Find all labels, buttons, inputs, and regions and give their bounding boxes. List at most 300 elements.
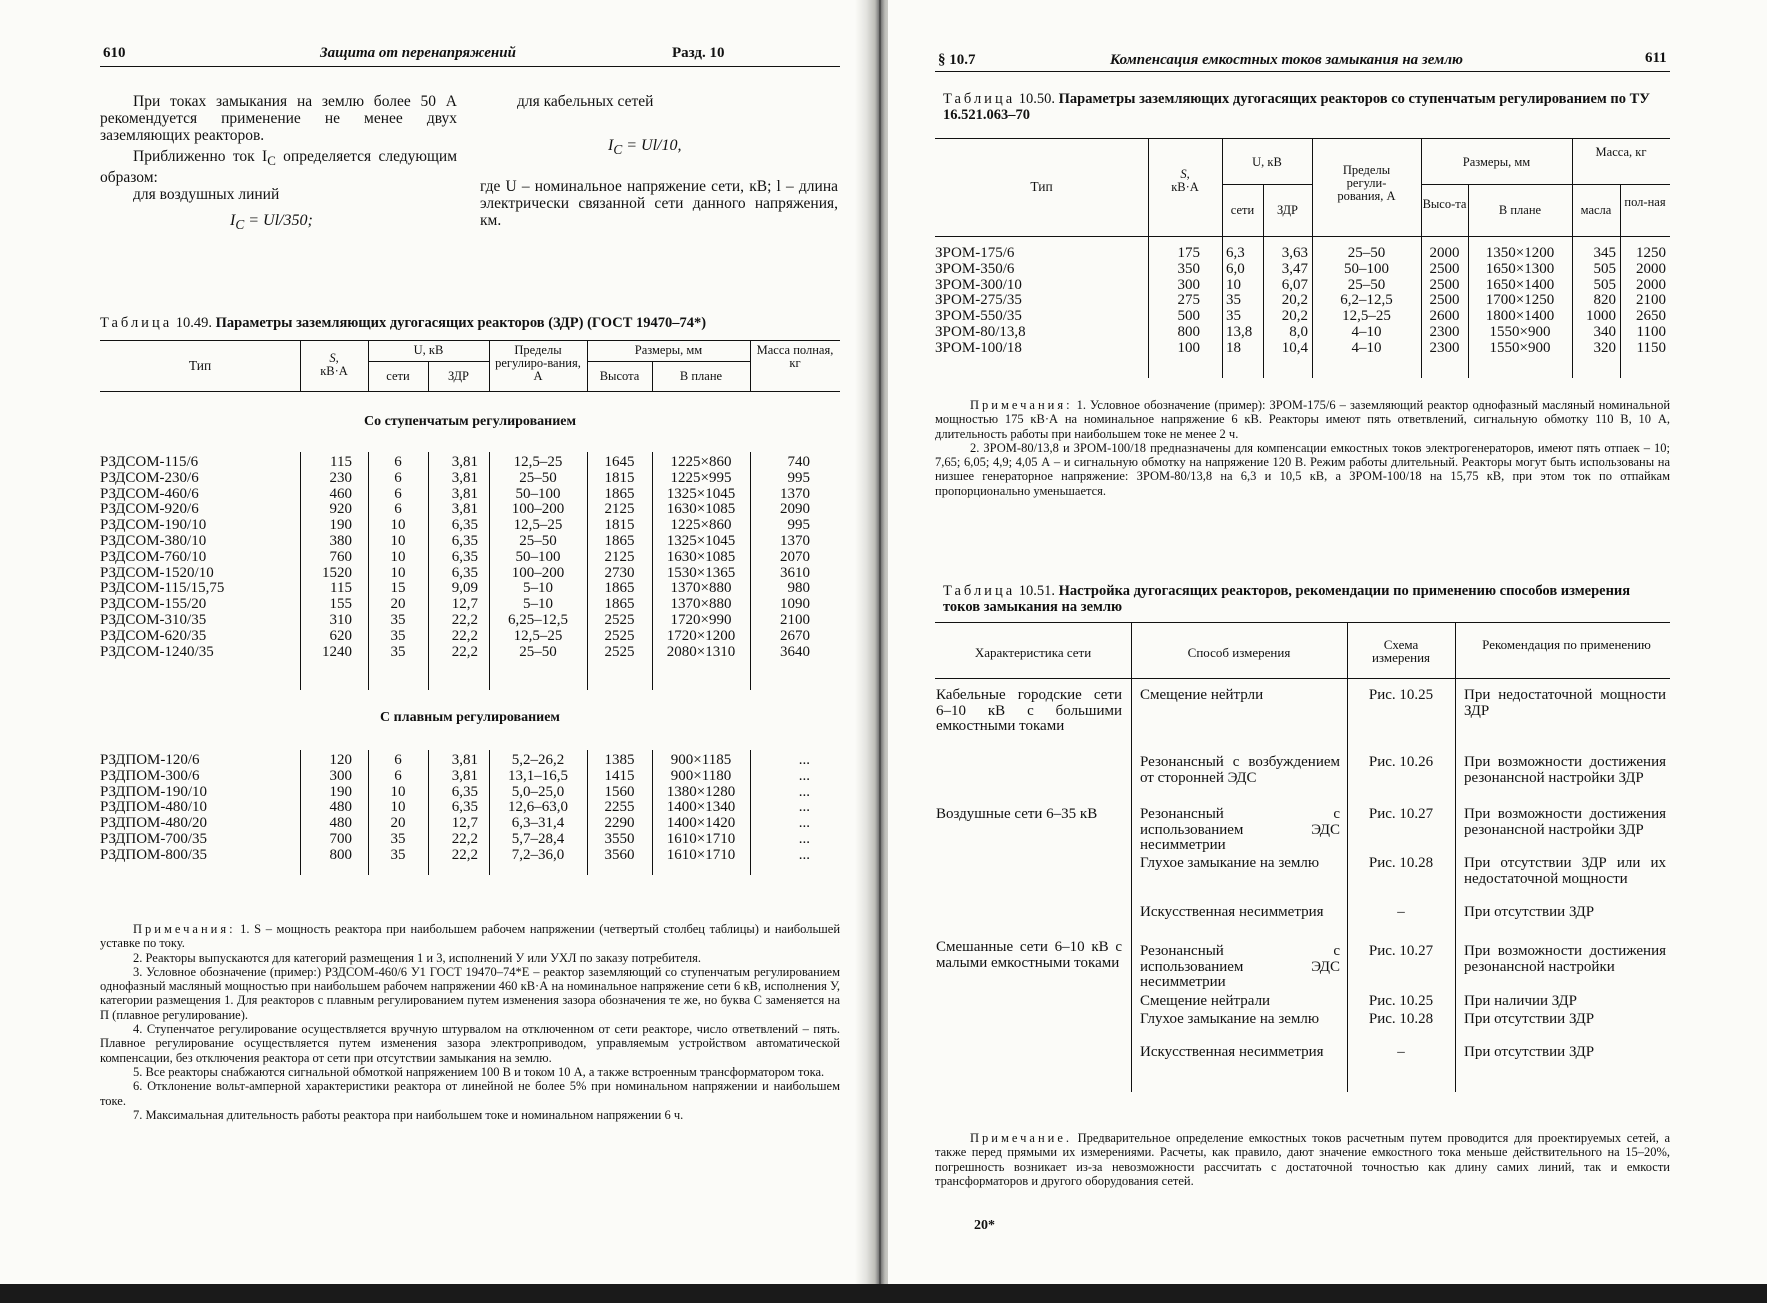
table-cell-mass-oil: 345 [1593,245,1616,261]
table-cell-limits: 12,5–25 [513,627,563,644]
table-cell-power: 300 [1177,276,1200,293]
table-cell-height: 2525 [604,643,635,660]
table-cell-power: 620 [329,627,352,644]
formula-explanation: где U – номинальное напряжение сети, кВ; l – длина электрически связанной сети данного напряжения, км. [480,178,838,229]
table-cell-u-zdr: 8,0 [1289,323,1308,340]
table-cell-limits: 100–200 [511,564,565,581]
table-cell-power: 480 [329,815,352,832]
table-cell-power: 115 [330,580,352,597]
table-cell-plan: 1630×1085 [666,548,736,565]
table-cell-limits: 25–50 [1347,276,1386,293]
signature-mark: 20* [974,1218,995,1233]
table-cell-type: ЗРОМ-550/35 [935,308,1022,325]
table-cell-mass: ... [798,783,810,800]
table-cell-u-net: 35 [390,846,406,863]
table-cell-u-net: 6 [394,485,402,502]
col-header-s: S, кВ·А [320,351,348,378]
table-cell-method: Искусственная несимметрия [1140,1044,1324,1060]
limits-column [1312,246,1421,357]
table-cell-u-net: 6,3 [1226,245,1245,261]
network-group-cable: Кабельные городские сети 6–10 кВ с большими емкостными токами [936,687,1122,734]
table-cell-u-zdr: 12,7 [451,815,478,832]
table-cell-power: 190 [329,783,352,800]
table-cell-method: Глухое замыкание на землю [1140,855,1320,871]
table-cell-height: 2600 [1429,308,1460,325]
col-header-type: Тип [1030,179,1053,194]
table-cell-u-net: 6 [394,454,402,470]
table-cell-limits: 7,2–36,0 [511,846,565,863]
table-cell-recommendation: При наличии ЗДР [1464,993,1577,1009]
stepped-limits-column [489,455,587,660]
table-cell-plan: 1800×1400 [1485,308,1555,325]
table-cell-method: Резонансный с использованием ЭДС несимметрии [1140,943,1340,990]
table-cell-mass: 3610 [780,564,810,581]
table-cell-type: ЗРОМ-350/6 [935,260,1015,277]
table-cell-u-zdr: 3,81 [451,767,478,784]
table-cell-u-zdr: 22,2 [451,627,478,644]
smooth-height-column [587,753,652,864]
table-cell-height: 2000 [1429,245,1460,261]
overhead-formula: $I_C = Ul/350$; [230,212,313,233]
table-cell-plan: 1700×1250 [1485,292,1555,309]
col-header-mass-oil: масла [1580,203,1612,217]
table-cell-plan: 900×1180 [670,767,732,784]
table-cell-mass-oil: 820 [1593,292,1616,309]
intro-paragraph-2: Приближенно ток $I_C$ определяется следующим образом: [100,148,457,187]
table-cell-type: РЗДПОМ-800/35 [100,846,208,863]
stepped-mass-column [750,455,810,660]
table-cell-limits: 13,1–16,5 [508,767,568,784]
table-cell-method: Резонансный с возбуждением от сторонней ЭДС [1140,754,1340,786]
table-cell-height: 2500 [1429,276,1460,293]
table-cell-recommendation: При отсутствии ЗДР [1464,1044,1595,1060]
table-cell-height: 1815 [604,469,635,486]
table-cell-u-net: 6 [394,752,402,768]
table-cell-plan: 1370×880 [670,580,732,597]
col-header-dimensions: Размеры, мм [634,343,703,357]
col-header-dimensions: Размеры, мм [1462,155,1531,169]
table-cell-mass-full: 2650 [1636,308,1666,325]
table-cell-u-net: 10 [390,564,406,581]
table-cell-limits: 25–50 [1347,245,1386,261]
table-cell-type: РЗДСОМ-190/10 [100,517,207,534]
table-cell-plan: 1610×1710 [666,846,736,863]
table-cell-limits: 12,5–25 [513,517,563,534]
table-cell-u-net: 6 [394,501,402,518]
table-cell-plan: 1225×860 [670,517,732,534]
table-cell-limits: 12,5–25 [513,454,563,470]
table-10-51-note: Примечание. Предварительное определение емкостных токов расчетным путем проводится для проектируемых сетей, а также перед прямыми их измерениями. Расчеты, как правило, дают значение емкостного тока меньше действительного на 15–20%, погрешность возникает из-за невозможности рассчитать с достаточной точностью как длину самих линий, так и емкости трансформаторов и другого оборудования сетей. [935,1131,1670,1188]
table-cell-mass: 995 [787,469,810,486]
table-cell-limits: 25–50 [519,469,557,486]
table-cell-height: 2300 [1429,339,1460,356]
table-cell-plan: 1530×1365 [666,564,736,581]
table-cell-limits: 4–10 [1351,323,1382,340]
table-cell-type: РЗДСОМ-1240/35 [100,643,214,660]
section-stepped-regulation: Со ступенчатым регулированием [363,414,577,429]
table-cell-type: РЗДПОМ-480/20 [100,815,208,832]
table-cell-scheme: Рис. 10.27 [1368,806,1434,822]
table-cell-type: РЗДПОМ-700/35 [100,830,208,847]
table-cell-mass: ... [798,846,810,863]
table-cell-plan: 1550×900 [1489,339,1551,356]
table-cell-recommendation: При возможности достижения резонансной настройки ЗДР [1464,754,1666,786]
left-page [0,0,874,1303]
table-cell-type: РЗДПОМ-480/10 [100,799,208,816]
table-cell-height: 1865 [604,580,635,597]
table-cell-plan: 900×1185 [670,752,732,768]
table-cell-u-zdr: 9,09 [451,580,478,597]
plan-column [1468,246,1572,357]
table-cell-mass-full: 2000 [1636,276,1666,293]
table-cell-u-net: 35 [390,611,406,628]
table-cell-limits: 12,6–63,0 [508,799,568,816]
table-cell-recommendation: При отсутствии ЗДР [1464,904,1595,920]
table-cell-type: РЗДСОМ-310/35 [100,611,207,628]
table-cell-u-zdr: 3,81 [451,454,478,470]
power-column [1148,246,1200,357]
col-header-method: Способ измерения [1187,645,1291,660]
table-cell-limits: 12,5–25 [1342,308,1391,325]
table-cell-u-net: 6 [394,767,402,784]
mass-oil-column [1572,246,1616,357]
table-cell-plan: 1225×995 [670,469,732,486]
table-cell-u-zdr: 6,35 [451,783,478,800]
table-cell-type: ЗРОМ-275/35 [935,292,1022,309]
overhead-lines-label: для воздушных линий [133,186,280,203]
table-cell-mass: 2100 [780,611,810,628]
cable-formula: $I_C = Ul/10$, [608,137,682,158]
table-cell-mass: 2670 [780,627,810,644]
table-cell-height: 2525 [604,627,635,644]
table-cell-u-zdr: 6,35 [451,564,478,581]
running-head: Защита от перенапряжений [320,45,516,61]
table-cell-height: 2125 [604,548,635,565]
height-column [1421,246,1468,357]
table-cell-height: 1815 [604,517,635,534]
table-cell-limits: 50–100 [1344,260,1389,277]
table-cell-type: РЗДСОМ-230/6 [100,469,199,486]
table-cell-u-net: 10 [390,517,406,534]
table-cell-u-net: 20 [390,596,406,613]
table-cell-u-zdr: 6,35 [451,517,478,534]
table-cell-recommendation: При возможности достижения резонансной настройки ЗДР [1464,806,1666,838]
table-cell-mass: ... [798,799,810,816]
table-cell-type: РЗДСОМ-115/6 [100,454,199,470]
table-cell-mass-oil: 340 [1593,323,1616,340]
table-cell-power: 115 [330,454,352,470]
table-cell-plan: 1350×1200 [1485,245,1555,261]
table-cell-scheme: – [1397,904,1405,920]
table-cell-plan: 1610×1710 [666,830,736,847]
table-cell-power: 500 [1177,308,1200,325]
smooth-power-column [300,753,352,864]
col-header-u-zdr: ЗДР [1277,203,1298,217]
table-cell-u-zdr: 6,35 [451,799,478,816]
stepped-u-net-column [368,455,428,660]
table-cell-type: РЗДСОМ-460/6 [100,485,199,502]
table-cell-plan: 1325×1045 [666,485,736,502]
table-cell-mass-oil: 320 [1593,339,1616,356]
table-cell-height: 1865 [604,596,635,613]
table-cell-u-zdr: 3,63 [1281,245,1308,261]
table-cell-height: 1560 [604,783,635,800]
col-header-mass: Масса, кг [1595,145,1647,159]
col-header-scheme: Схема измерения [1371,637,1431,665]
table-cell-height: 2290 [604,815,635,832]
smooth-limits-column [489,753,587,864]
table-cell-scheme: Рис. 10.28 [1368,1011,1434,1027]
table-cell-scheme: Рис. 10.26 [1368,754,1434,770]
table-cell-type: РЗДСОМ-760/10 [100,548,207,565]
stepped-plan-column [652,455,750,660]
table-cell-method: Искусственная несимметрия [1140,904,1324,920]
section-reference: Разд. 10 [672,45,725,61]
table-cell-plan: 1380×1280 [666,783,736,800]
table-cell-recommendation: При отсутствии ЗДР [1464,1011,1595,1027]
table-cell-power: 700 [329,830,352,847]
table-cell-mass-full: 1250 [1636,245,1666,261]
table-cell-type: ЗРОМ-100/18 [935,339,1022,356]
col-header-limits: Пределы регулиро-вания, А [495,343,581,383]
table-cell-u-net: 10 [390,532,406,549]
table-cell-height: 1645 [604,454,635,470]
table-cell-limits: 6,2–12,5 [1340,292,1393,309]
cable-networks-label: для кабельных сетей [517,93,654,110]
table-cell-plan: 1400×1340 [666,799,736,816]
stepped-power-column [300,455,352,660]
table-cell-power: 300 [329,767,352,784]
section-number: § 10.7 [938,52,976,68]
table-cell-type: РЗДПОМ-120/6 [100,752,200,768]
table-cell-u-zdr: 6,07 [1281,276,1308,293]
smooth-u-net-column [368,753,428,864]
table-cell-mass: 740 [787,454,810,470]
col-header-type: Тип [188,358,212,373]
smooth-type-column [100,753,298,864]
table-cell-mass-oil: 505 [1593,276,1616,293]
table-cell-u-net: 20 [390,815,406,832]
table-cell-u-zdr: 6,35 [451,548,478,565]
table-cell-height: 2125 [604,501,635,518]
table-cell-power: 1240 [322,643,352,660]
table-cell-method: Смещение нейтрли [1140,687,1264,703]
table-cell-limits: 4–10 [1351,339,1382,356]
table-cell-mass-full: 1150 [1636,339,1666,356]
table-cell-u-net: 6,0 [1226,260,1245,277]
table-cell-u-net: 35 [390,627,406,644]
table-cell-mass: 1370 [780,485,810,502]
table-cell-mass: 3640 [780,643,810,660]
table-cell-power: 175 [1177,245,1200,261]
u-zdr-column [1263,246,1308,357]
table-cell-power: 350 [1177,260,1200,277]
table-cell-type: РЗДСОМ-155/20 [100,596,207,613]
col-header-u: U, кВ [413,343,444,357]
table-cell-height: 2500 [1429,260,1460,277]
table-cell-plan: 1720×1200 [666,627,736,644]
table-cell-power: 100 [1177,339,1200,356]
table-cell-power: 155 [329,596,352,613]
table-cell-type: РЗДСОМ-920/6 [100,501,199,518]
table-cell-height: 2300 [1429,323,1460,340]
network-group-mixed: Смешанные сети 6–10 кВ с малыми емкостными токами [936,939,1122,971]
table-cell-u-net: 10 [390,783,406,800]
table-cell-plan: 1550×900 [1489,323,1551,340]
header-rule [100,66,840,67]
table-cell-type: РЗДСОМ-115/15,75 [100,580,225,597]
table-cell-plan: 1225×860 [670,454,732,470]
table-cell-u-net: 35 [1226,308,1241,325]
table-10-50-notes: Примечания: 1. Условное обозначение (пример): ЗРОМ-175/6 – заземляющий реактор однофазный масляный номинальной мощностью 175 кВ·А на номинальное напряжение 6 кВ. Реакторы имеют пять ответвлений, сигнальную обмотку 110 В, 10 А, длительность работы при наибольшем токе не менее 2 ч. 2. ЗРОМ-80/13,8 и ЗРОМ-100/18 предназначены для компенсации емкостных токов электрогенераторов, имеют пять отпаек – 10; 7,65; 6,05; 4,9; 4,05 А – и сигнальную обмотку на напряжение 120 В. Режим работы длительный. Реакторы могут быть использованы на низшее генераторное напряжение: ЗРОМ-80/13,8 на 6,3 и 10,5 кВ, а ЗРОМ-100/18 на 15,75 кВ, при этом ток по отпайкам пропорционально уменьшается. [935,398,1671,498]
table-cell-mass-full: 2100 [1636,292,1666,309]
table-cell-u-net: 15 [390,580,406,597]
col-header-height: Высо-та [1422,197,1467,211]
running-head: Компенсация емкостных токов замыкания на землю [1110,52,1463,68]
col-header-height: Высота [599,369,640,383]
mass-full-column [1620,246,1666,357]
table-cell-power: 190 [329,517,352,534]
table-cell-method: Глухое замыкание на землю [1140,1011,1320,1027]
col-header-u: U, кВ [1252,155,1282,169]
table-cell-mass: 2090 [780,501,810,518]
table-cell-type: ЗРОМ-300/10 [935,276,1022,293]
stepped-type-column [100,455,298,660]
table-cell-limits: 5,2–26,2 [511,752,565,768]
table-cell-u-net: 10 [390,799,406,816]
table-cell-method: Резонансный с использованием ЭДС несимметрии [1140,806,1340,853]
table-cell-power: 460 [329,485,352,502]
table-cell-power: 760 [329,548,352,565]
table-cell-height: 2500 [1429,292,1460,309]
table-cell-height: 2730 [604,564,635,581]
table-cell-mass-oil: 505 [1593,260,1616,277]
table-cell-plan: 2080×1310 [666,643,736,660]
table-cell-limits: 100–200 [511,501,565,518]
table-10-49-notes: Примечания: 1. S – мощность реактора при наибольшем рабочем напряжении (четвертый столбец таблицы) и наибольшей уставке по току. 2. Реакторы выпускаются для категорий размещения 1 и 3, исполнений У или УХЛ по заказу потребителя. 3. Условное обозначение (пример:) РЗДСОМ-460/6 У1 ГОСТ 19470–74*Е – реактор заземляющий со ступенчатым регулированием однофазный масляный мощностью при наибольшем рабочем напряжении 460 кВ·А на номинальное напряжение сети 6 кВ, исполнения У, категории размещения 1. Для реакторов с плавным регулированием путем изменения зазора обозначения те же, но буква С заменяется на П (плавное регулирование). 4. Ступенчатое регулирование осуществляется вручную штурвалом на отключенном от сети реакторе, число ответвлений – пять. Плавное регулирование осуществляется путем изменения зазора электроприводом, управляемым устройством автоматической компенсации, без отключения реактора от сети при отсутствии замыкания на землю. 5. Все реакторы снабжаются сигнальной обмоткой напряжением 100 В и током 10 А, а также встроенным трансформатором тока. 6. Отклонение вольт-амперной характеристики реактора от линейной не более 5% при номинальном напряжении и наибольшем токе. 7. Максимальная длительность работы реактора при наибольшем токе и номинальном напряжении 6 ч. [100,922,841,1122]
header-rule [935,71,1670,72]
table-cell-height: 3550 [604,830,635,847]
table-cell-scheme: Рис. 10.25 [1368,687,1434,703]
table-cell-mass: 2070 [780,548,810,565]
table-cell-plan: 1400×1420 [666,815,736,832]
table-cell-limits: 6,3–31,4 [511,815,565,832]
table-cell-power: 920 [329,501,352,518]
table-cell-power: 120 [329,752,352,768]
table-cell-mass-oil: 1000 [1586,308,1616,325]
smooth-mass-column [750,753,810,864]
scan-bottom-edge [0,1284,1767,1303]
table-cell-u-net: 10 [390,548,406,565]
table-cell-scheme: Рис. 10.25 [1368,993,1434,1009]
col-header-plan: В плане [1498,203,1542,217]
table-cell-u-zdr: 22,2 [451,611,478,628]
table-cell-u-net: 35 [390,830,406,847]
table-cell-plan: 1630×1085 [666,501,736,518]
col-header-s: S, кВ·А [1171,167,1199,194]
table-cell-u-zdr: 20,2 [1281,308,1308,325]
intro-paragraph: При токах замыкания на землю более 50 А рекомендуется применение не менее двух заземляющих реакторов. [100,93,457,144]
table-cell-mass: 1370 [780,532,810,549]
col-header-plan: В плане [679,369,723,383]
table-cell-recommendation: При отсутствии ЗДР или их недостаточной мощности [1464,855,1666,887]
stepped-height-column [587,455,652,660]
table-cell-mass-full: 2000 [1636,260,1666,277]
table-cell-limits: 5–10 [523,580,553,597]
table-cell-type: ЗРОМ-175/6 [935,245,1015,261]
table-cell-type: ЗРОМ-80/13,8 [935,323,1026,340]
table-cell-power: 480 [329,799,352,816]
col-header-mass: Масса полная, кг [756,343,834,370]
table-cell-power: 230 [329,469,352,486]
table-cell-mass: ... [798,752,810,768]
table-cell-power: 310 [329,611,352,628]
table-cell-scheme: Рис. 10.28 [1368,855,1434,871]
table-cell-limits: 6,25–12,5 [508,611,568,628]
col-header-u-net: сети [386,369,410,383]
table-cell-limits: 50–100 [515,548,561,565]
table-cell-height: 1865 [604,485,635,502]
table-cell-type: РЗДСОМ-380/10 [100,532,207,549]
table-cell-mass: 995 [787,517,810,534]
table-cell-height: 1385 [604,752,635,768]
section-smooth-regulation: С плавным регулированием [380,710,560,725]
table-cell-limits: 25–50 [519,532,557,549]
table-cell-type: РЗДСОМ-1520/10 [100,564,214,581]
smooth-plan-column [652,753,750,864]
table-cell-u-zdr: 3,81 [451,501,478,518]
table-cell-type: РЗДПОМ-300/6 [100,767,200,784]
table-cell-limits: 25–50 [519,643,557,660]
table-cell-plan: 1370×880 [670,596,732,613]
table-cell-u-zdr: 12,7 [451,596,478,613]
smooth-u-zdr-column [428,753,478,864]
page-number: 611 [1645,50,1667,66]
table-cell-scheme: – [1397,1044,1405,1060]
table-cell-u-zdr: 3,47 [1281,260,1308,277]
table-10-51-caption: Таблица 10.51. Настройка дугогасящих реакторов, рекомендации по применению способов измерения токов замыкания на землю [943,583,1631,615]
table-cell-mass-full: 1100 [1636,323,1666,340]
table-cell-mass: ... [798,767,810,784]
table-cell-plan: 1650×1300 [1485,260,1555,277]
table-cell-scheme: Рис. 10.27 [1368,943,1434,959]
table-cell-limits: 5–10 [523,596,553,613]
table-cell-plan: 1650×1400 [1485,276,1555,293]
col-header-limits: Пределы регули-рования, А [1337,163,1396,203]
table-cell-u-net: 35 [1226,292,1241,309]
table-cell-limits: 5,0–25,0 [511,783,565,800]
u-net-column [1226,246,1263,357]
table-cell-u-zdr: 6,35 [451,532,478,549]
table-cell-u-zdr: 3,81 [451,752,478,768]
col-header-recommendation: Рекомендация по применению [1482,637,1651,652]
table-cell-method: Смещение нейтрали [1140,993,1271,1009]
table-cell-u-net: 13,8 [1226,323,1253,340]
table-cell-power: 275 [1177,292,1200,309]
table-cell-u-zdr: 22,2 [451,830,478,847]
table-cell-u-zdr: 22,2 [451,643,478,660]
table-10-50-caption: Таблица 10.50. Параметры заземляющих дугогасящих реакторов со ступенчатым регулированием по ТУ 16.521.063–70 [943,91,1650,123]
table-cell-height: 1415 [604,767,635,784]
table-cell-mass: 980 [787,580,810,597]
col-header-u-net: сети [1230,203,1255,217]
table-cell-power: 380 [329,532,352,549]
table-cell-type: РЗДСОМ-620/35 [100,627,207,644]
table-cell-u-net: 35 [390,643,406,660]
table-cell-plan: 1325×1045 [666,532,736,549]
table-cell-power: 800 [1177,323,1200,340]
table-cell-u-net: 10 [1226,276,1241,293]
